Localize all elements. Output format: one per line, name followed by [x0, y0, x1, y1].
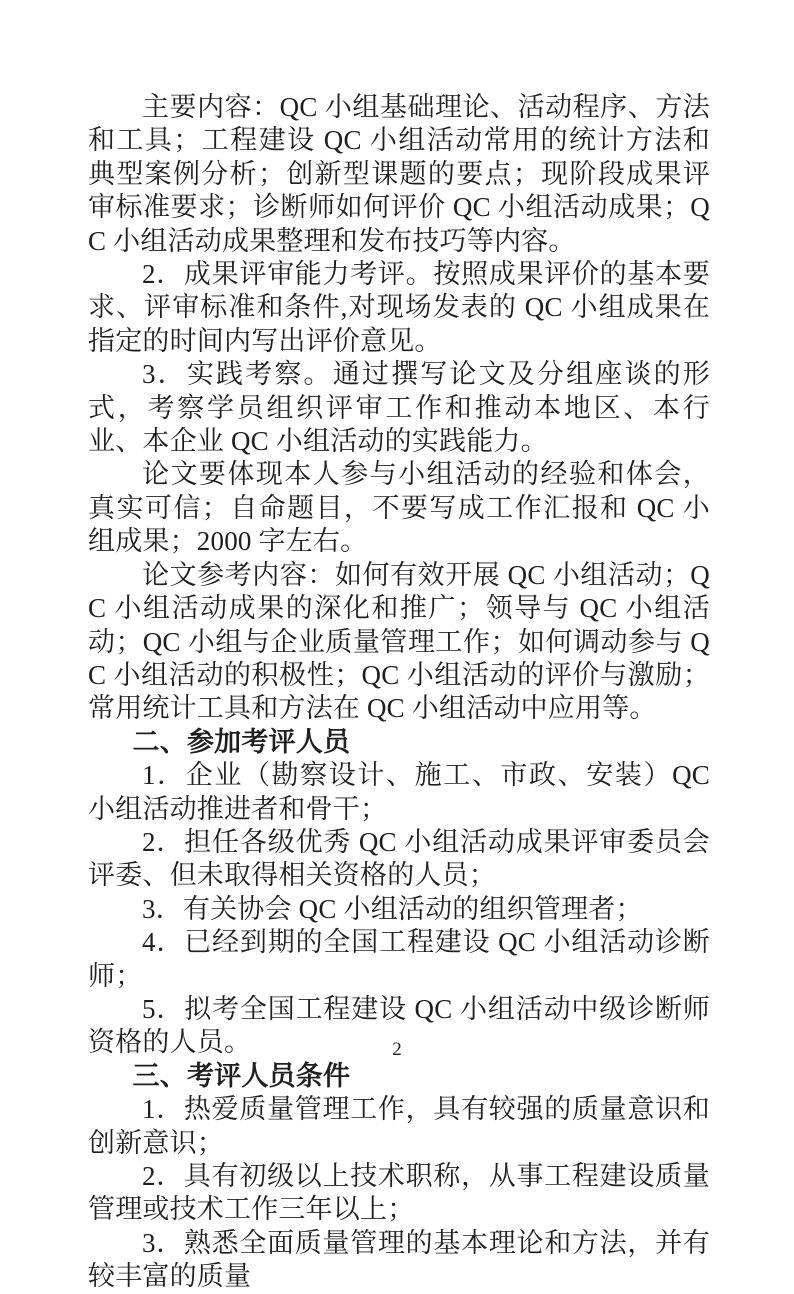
paragraph: 4．已经到期的全国工程建设 QC 小组活动诊断师；: [88, 927, 710, 991]
paragraph: 2．具有初级以上技术职称，从事工程建设质量管理或技术工作三年以上；: [88, 1161, 710, 1225]
paragraph: 2．担任各级优秀 QC 小组活动成果评审委员会评委、但未取得相关资格的人员；: [88, 826, 710, 891]
paragraph: 3．熟悉全面质量管理的基本理论和方法，并有较丰富的质量: [88, 1227, 710, 1292]
page-number: 2: [392, 1039, 402, 1060]
paragraph: 3．实践考察。通过撰写论文及分组座谈的形式，考察学员组织评审工作和推动本地区、本行业、本企业 QC 小组活动的实践能力。: [88, 359, 710, 457]
section-heading: 三、考评人员条件: [132, 1060, 351, 1091]
paragraph: 主要内容：QC 小组基础理论、活动程序、方法和工具；工程建设 QC 小组活动常用的统计方法和典型案例分析；创新型课题的要点；现阶段成果评审标准要求；诊断师如何评价 QC 小组活动成果；QC 小组活动成果整理和发布技巧等内容。: [88, 92, 710, 256]
paragraph: 1．企业（勘察设计、施工、市政、安装）QC 小组活动推进者和骨干；: [88, 760, 710, 824]
paragraph: 论文参考内容：如何有效开展 QC 小组活动；QC 小组活动成果的深化和推广；领导与 QC 小组活动；QC 小组与企业质量管理工作；如何调动参与 QC 小组活动的积极性；QC 小组活动的评价与激励；常用统计工具和方法在 QC 小组活动中应用等。: [88, 559, 710, 724]
paragraph: 5．拟考全国工程建设 QC 小组活动中级诊断师资格的人员。: [88, 993, 710, 1058]
paragraph: 1．热爱质量管理工作，具有较强的质量意识和创新意识；: [88, 1094, 710, 1158]
section-heading: 二、参加考评人员: [132, 726, 351, 757]
paragraph: 论文要体现本人参与小组活动的经验和体会，真实可信；自命题目，不要写成工作汇报和 QC 小组成果；2000 字左右。: [88, 459, 710, 557]
paragraph: 2．成果评审能力考评。按照成果评价的基本要求、评审标准和条件,对现场发表的 QC 小组成果在指定的时间内写出评价意见。: [88, 259, 710, 356]
paragraph: 3．有关协会 QC 小组活动的组织管理者；: [142, 893, 643, 924]
